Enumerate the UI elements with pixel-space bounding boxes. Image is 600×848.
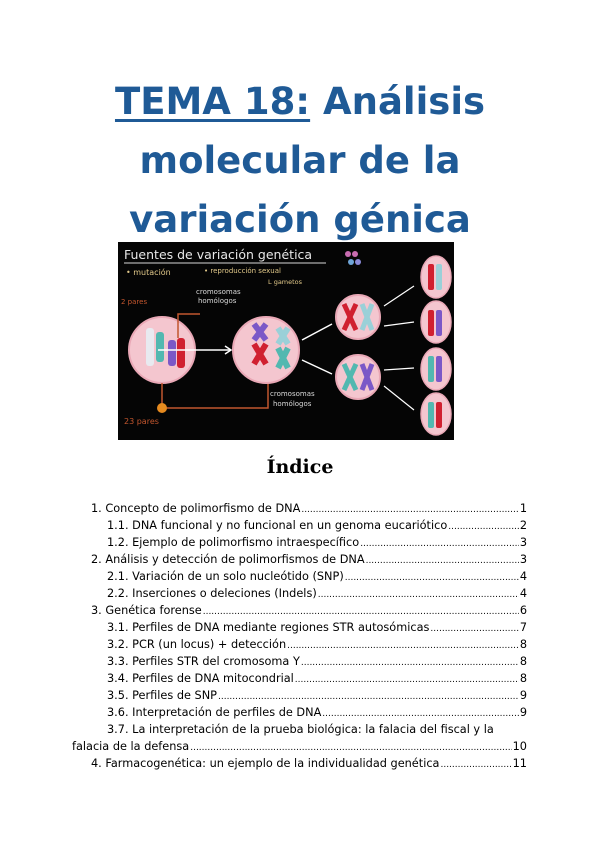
toc-entry-page: 6 <box>519 604 527 617</box>
toc-entry-label: 2.1. Variación de un solo nucleótido (SNP) <box>107 570 344 583</box>
figure-note-cromosomas-top: cromosomas <box>196 288 241 296</box>
figure-note-gametos: L gametos <box>268 278 303 286</box>
toc-entry-page: 8 <box>519 655 527 668</box>
figure-heading: Fuentes de variación genética <box>124 247 313 262</box>
toc-entry-page: 4 <box>519 570 527 583</box>
toc-entry-label: 3.3. Perfiles STR del cromosoma Y <box>107 655 300 668</box>
toc-entry-page: 9 <box>519 689 527 702</box>
toc-entry-label: 2.2. Inserciones o deleciones (Indels) <box>107 587 317 600</box>
figure-note-repro: • reproducción sexual <box>204 267 281 275</box>
toc-leader-dots <box>440 757 511 774</box>
toc-entry-page: 8 <box>519 672 527 685</box>
figure-note-23pares: 23 pares <box>124 417 159 426</box>
index-heading: Índice <box>266 456 334 478</box>
figure-note-homologos-bottom: homólogos <box>273 400 312 408</box>
toc-entry-page: 10 <box>512 740 527 753</box>
toc-entry-page: 7 <box>519 621 527 634</box>
toc-entry-page: 11 <box>512 757 527 770</box>
toc-entry-page: 3 <box>519 536 527 549</box>
figure-note-mutacion: • mutación <box>126 268 171 277</box>
toc-entry-page: 1 <box>519 502 527 515</box>
title-line-1 <box>0 72 600 131</box>
figure-drawing <box>118 242 454 440</box>
figure-note-homologos-top: homólogos <box>198 297 237 305</box>
toc-entry-label: falacia de la defensa <box>72 740 190 753</box>
toc-entry-page: 9 <box>519 706 527 719</box>
toc-entry-page: 3 <box>519 553 527 566</box>
toc-entry-label: 3.2. PCR (un locus) + detección <box>107 638 287 651</box>
title-tema-number: TEMA 18: <box>114 80 311 123</box>
genetic-variation-figure <box>118 242 454 440</box>
toc-entry-label: 1.2. Ejemplo de polimorfismo intraespecífico <box>107 536 360 549</box>
title-line-3: variación génica <box>129 198 471 241</box>
toc-entry-label: 3.5. Perfiles de SNP <box>107 689 217 702</box>
toc-entry-label: 4. Farmacogenética: un ejemplo de la individualidad genética <box>91 757 440 770</box>
toc-entry-label: 3. Genética forense <box>91 604 202 617</box>
toc-entry-label: 3.6. Interpretación de perfiles de DNA <box>107 706 322 719</box>
toc-entry-label: 3.1. Perfiles de DNA mediante regiones STR autosómicas <box>107 621 430 634</box>
title-line-2: molecular de la <box>139 139 461 182</box>
toc-entry-label: 3.4. Perfiles de DNA mitocondrial <box>107 672 294 685</box>
toc-entry-page: 4 <box>519 587 527 600</box>
toc-entry-page: 2 <box>519 519 527 532</box>
document-title <box>0 72 600 249</box>
figure-note-cromosomas-bottom: cromosomas <box>270 390 315 398</box>
toc-entry-label: 1.1. DNA funcional y no funcional en un genoma eucariótico <box>107 519 448 532</box>
title-line-1-rest: Análisis <box>310 80 486 123</box>
toc-entry-label: 2. Análisis y detección de polimorfismos de DNA <box>91 553 365 566</box>
toc-entry-label: 1. Concepto de polimorfismo de DNA <box>91 502 301 515</box>
toc-entry[interactable] <box>91 755 527 774</box>
toc-entry-page: 8 <box>519 638 527 651</box>
toc-entry-wrapped-first-line[interactable]: 3.7. La interpretación de la prueba biológica: la falacia del fiscal y la <box>107 723 494 736</box>
figure-note-2pares: 2 pares <box>121 298 148 306</box>
